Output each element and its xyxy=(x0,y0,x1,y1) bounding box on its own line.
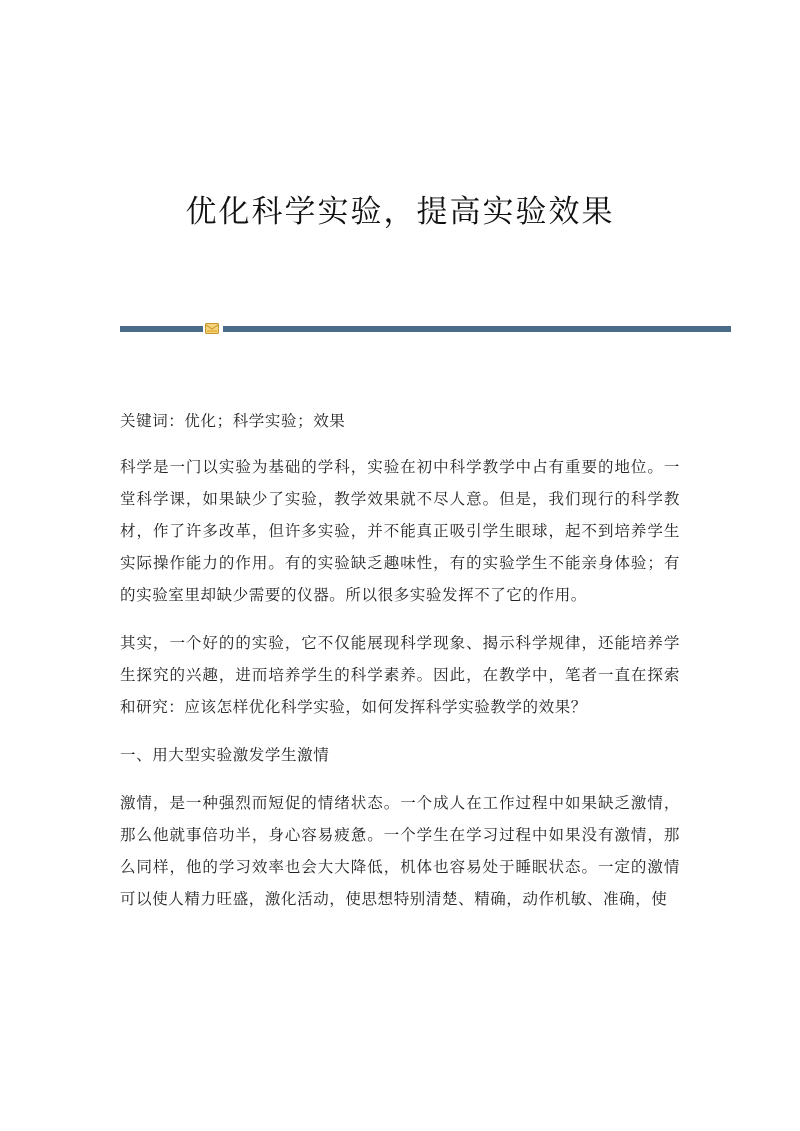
paragraph-intro: 科学是一门以实验为基础的学科，实验在初中科学教学中占有重要的地位。一堂科学课，如果缺少了实验，教学效果就不尽人意。但是，我们现行的科学教材，作了许多改革，但许多实验，并不能真正吸引学生眼球，起不到培养学生实际操作能力的作用。有的实验缺乏趣味性，有的实验学生不能亲身体验；有的实验室里却缺少需要的仪器。所以很多实验发挥不了它的作用。 xyxy=(120,458,680,604)
envelope-icon xyxy=(205,323,219,334)
title-divider-left xyxy=(120,326,203,332)
document-title: 优化科学实验，提高实验效果 xyxy=(185,194,615,230)
section-heading-1: 一、用大型实验激发学生激情 xyxy=(120,746,330,764)
document-body xyxy=(120,405,680,931)
paragraph-purpose: 其实，一个好的的实验，它不仅能展现科学现象、揭示科学规律，还能培养学生探究的兴趣，进而培养学生的科学素养。因此，在教学中，笔者一直在探索和研究：应该怎样优化科学实验，如何发挥科学实验教学的效果？ xyxy=(120,634,680,716)
keywords-line: 关键词：优化；科学实验；效果 xyxy=(120,412,346,430)
paragraph-passion: 激情，是一种强烈而短促的情绪状态。一个成人在工作过程中如果缺乏激情，那么他就事倍功半，身心容易疲惫。一个学生在学习过程中如果没有激情，那么同样，他的学习效率也会大大降低，机体也容易处于睡眠状态。一定的激情可以使人精力旺盛，激化活动，使思想特别清楚、精确，动作机敏、准确，使 xyxy=(120,794,680,908)
title-divider-right xyxy=(223,326,731,332)
